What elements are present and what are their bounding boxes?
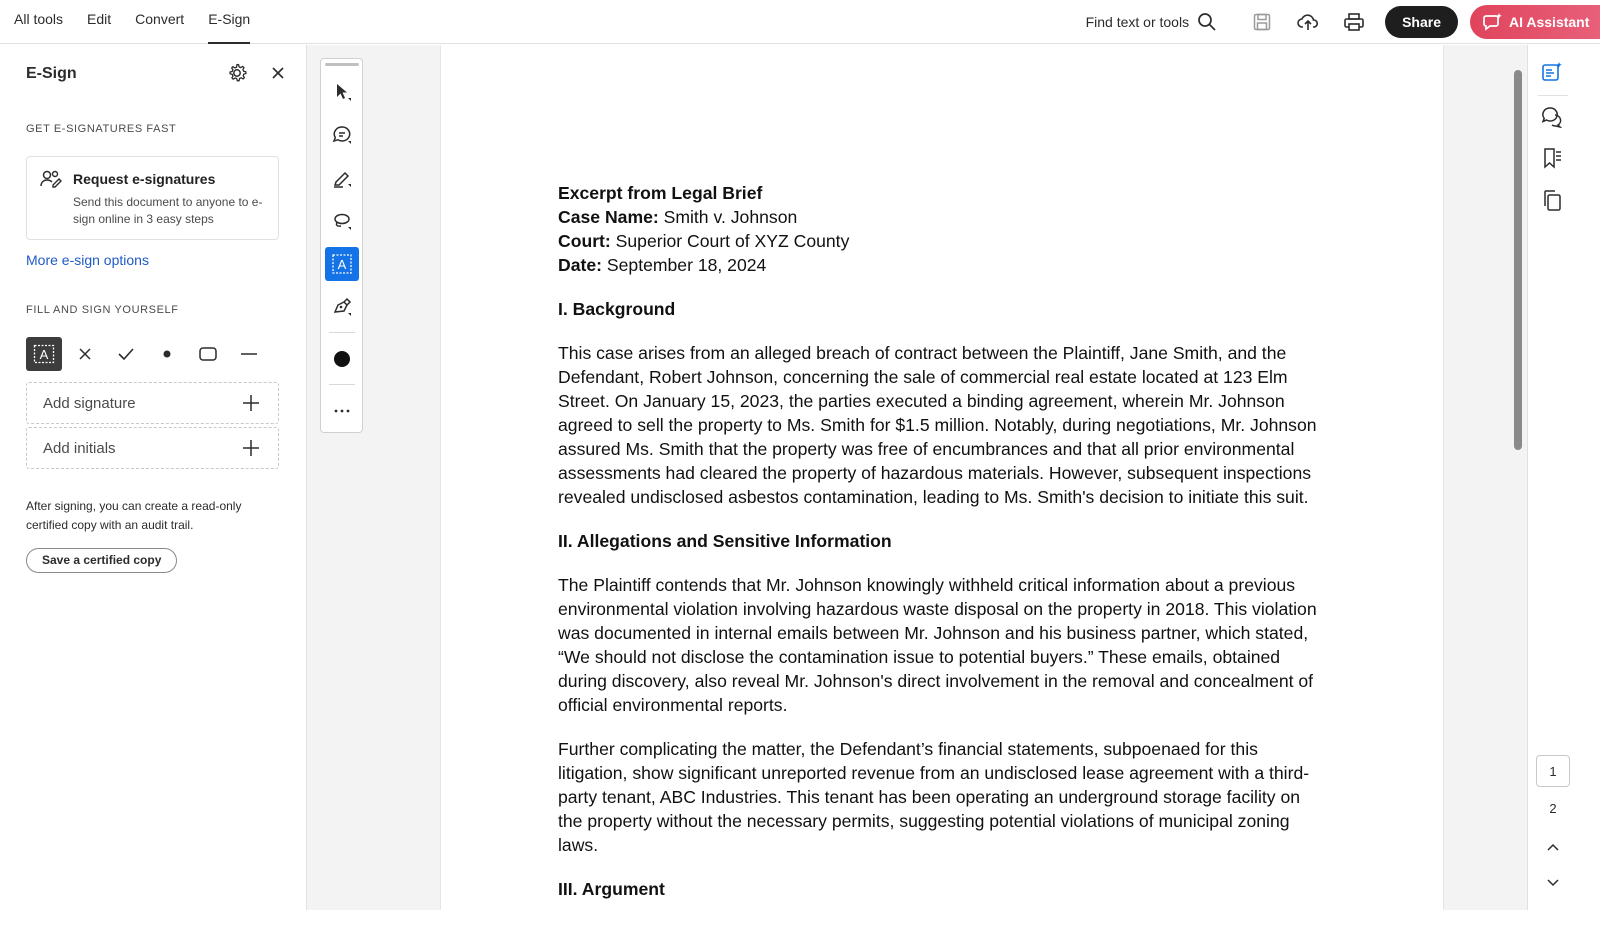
- bottom-strip: [0, 910, 1600, 928]
- lasso-draw-icon: [332, 211, 352, 231]
- toolbar-separator: [329, 332, 355, 333]
- chevron-down-icon: [1546, 878, 1560, 888]
- add-initials-label: Add initials: [43, 440, 116, 457]
- more-tools-button[interactable]: [325, 394, 359, 428]
- request-esignatures-title: Request e-signatures: [73, 171, 216, 187]
- request-esignatures-card[interactable]: [26, 156, 279, 240]
- ai-assistant-icon: [1483, 12, 1503, 32]
- ai-assistant-button[interactable]: [1470, 5, 1600, 39]
- select-tool[interactable]: [325, 75, 359, 109]
- dot-tool[interactable]: [149, 337, 185, 371]
- top-right-tools: [1086, 0, 1600, 44]
- gear-icon[interactable]: [226, 62, 248, 84]
- rounded-rectangle-icon: [198, 346, 218, 362]
- court-value: Superior Court of XYZ County: [610, 231, 850, 251]
- comment-icon: [332, 125, 352, 145]
- cross-icon: [77, 346, 93, 362]
- rail-separator: [1538, 95, 1568, 96]
- section-get-esignatures: GET E-SIGNATURES FAST: [26, 123, 177, 135]
- bookmark-icon: [1541, 147, 1563, 169]
- section-allegations-title: II. Allegations and Sensitive Information: [558, 531, 892, 551]
- quick-tools-toolbar: [320, 58, 363, 433]
- chevron-up-icon: [1546, 842, 1560, 852]
- panel-title: E-Sign: [26, 65, 77, 82]
- main-menu: [0, 0, 262, 44]
- document-page[interactable]: [440, 45, 1444, 910]
- page-thumbnails-button[interactable]: [1540, 188, 1564, 212]
- printer-icon: [1343, 12, 1365, 32]
- cursor-arrow-icon: [332, 82, 352, 102]
- print-button[interactable]: [1331, 4, 1377, 40]
- ai-overview-button[interactable]: [1540, 60, 1564, 84]
- doc-case-line: [558, 205, 1328, 229]
- more-esign-options-link[interactable]: More e-sign options: [26, 252, 149, 268]
- comments-icon: [1541, 106, 1563, 128]
- svg-text:A: A: [337, 257, 347, 272]
- text-field-icon: [331, 253, 353, 275]
- dot-icon: [162, 349, 172, 359]
- rectangle-tool[interactable]: [190, 337, 226, 371]
- color-swatch-icon: [332, 349, 352, 369]
- section-argument-title: III. Argument: [558, 879, 665, 899]
- section-background-paragraph: This case arises from an alleged breach of contract between the Plaintiff, Jane Smith, and the Defendant, Robert Johnson, concerning the sale of commercial real estate located at 123 Elm Street. On January 15, 2023, the parties executed a binding agreement, wherein Mr. Johnson agreed to sell the property to Ms. Smith for $1.5 million. Notably, during negotiations, Mr. Johnson assured Ms. Smith that the property was free of encumbrances and that all prior environmental assessments had cleared the property of hazardous materials. However, subsequent inspections revealed undisclosed asbestos contamination, leading to Ms. Smith's decision to initiate this suit.: [558, 343, 1317, 507]
- line-icon: [239, 346, 259, 362]
- save-certified-copy-button[interactable]: Save a certified copy: [26, 548, 177, 573]
- next-page-button[interactable]: [1541, 871, 1565, 895]
- plus-icon: [242, 439, 260, 457]
- request-signature-icon: [39, 169, 63, 191]
- case-label: Case Name:: [558, 207, 659, 227]
- doc-court-line: [558, 229, 1328, 253]
- request-esignatures-desc: Send this document to anyone to e-sign online in 3 easy steps: [73, 195, 263, 226]
- pages-icon: [1541, 189, 1563, 211]
- add-signature-label: Add signature: [43, 395, 136, 412]
- svg-text:A: A: [39, 347, 49, 362]
- line-tool[interactable]: [231, 337, 267, 371]
- save-button[interactable]: [1239, 4, 1285, 40]
- find-text-or-tools[interactable]: [1086, 12, 1218, 32]
- add-signature-button[interactable]: [26, 382, 279, 424]
- previous-page-button[interactable]: [1541, 835, 1565, 859]
- menu-e-sign[interactable]: E-Sign: [196, 0, 262, 44]
- document-content: [558, 181, 1328, 910]
- text-field-tool-active[interactable]: [325, 247, 359, 281]
- sign-tool[interactable]: [325, 290, 359, 324]
- color-picker-tool[interactable]: [325, 342, 359, 376]
- court-label: Court:: [558, 231, 611, 251]
- cloud-upload-icon: [1297, 12, 1319, 32]
- upload-button[interactable]: [1285, 4, 1331, 40]
- date-value: September 18, 2024: [602, 255, 767, 275]
- section-background-title: I. Background: [558, 299, 676, 319]
- comments-panel-button[interactable]: [1540, 105, 1564, 129]
- pen-highlight-icon: [332, 168, 352, 188]
- menu-convert[interactable]: Convert: [135, 11, 185, 27]
- find-label: Find text or tools: [1085, 14, 1190, 30]
- case-value: Smith v. Johnson: [658, 207, 798, 227]
- comment-tool[interactable]: [325, 118, 359, 152]
- section-allegations-paragraph-2: Further complicating the matter, the Defendant’s financial statements, subpoenaed for this litigation, show significant unreported revenue from an undisclosed lease agreement with a third-party tenant, ABC Industries. This tenant has been operating an underground storage facility on the property without the necessary permits, suggesting potential violations of municipal zoning laws.: [558, 739, 1310, 855]
- close-icon[interactable]: [269, 64, 287, 82]
- doc-date-line: [558, 253, 1328, 277]
- plus-icon: [242, 394, 260, 412]
- save-icon: [1252, 12, 1272, 32]
- doc-heading: Excerpt from Legal Brief: [558, 183, 763, 203]
- section-allegations-paragraph-1: The Plaintiff contends that Mr. Johnson knowingly withheld critical information about a previous environmental violation involving hazardous waste disposal on the property in 2018. This violation was documented in internal emails between Mr. Johnson and his business partner, which stated, “We should not disclose the contamination issue to potential buyers.” These emails, obtained during discovery, also reveal Mr. Johnson's direct involvement in the removal and concealment of official environmental reports.: [558, 575, 1317, 715]
- menu-all-tools[interactable]: All tools: [14, 11, 64, 27]
- search-icon: [1197, 12, 1217, 32]
- add-initials-button[interactable]: [26, 427, 279, 469]
- text-field-icon: [33, 344, 55, 364]
- date-label: Date:: [558, 255, 602, 275]
- fill-sign-tools: [26, 337, 272, 371]
- share-button[interactable]: Share: [1385, 6, 1458, 38]
- section-fill-and-sign: FILL AND SIGN YOURSELF: [26, 304, 179, 316]
- text-field-tool[interactable]: [26, 337, 62, 371]
- fountain-pen-icon: [332, 297, 352, 317]
- certified-copy-note: After signing, you can create a read-only certified copy with an audit trail.: [26, 499, 242, 532]
- highlight-tool[interactable]: [325, 161, 359, 195]
- top-bar: [0, 0, 1600, 44]
- page-number-1[interactable]: 1: [1536, 755, 1570, 787]
- scrollbar-thumb[interactable]: [1514, 70, 1522, 450]
- vertical-scrollbar[interactable]: [1512, 60, 1524, 460]
- draw-tool[interactable]: [325, 204, 359, 238]
- checkmark-icon: [117, 346, 135, 362]
- menu-edit[interactable]: Edit: [87, 11, 112, 27]
- more-horizontal-icon: [332, 407, 352, 415]
- e-sign-panel: [0, 45, 307, 928]
- checkmark-tool[interactable]: [108, 337, 144, 371]
- cross-mark-tool[interactable]: [67, 337, 103, 371]
- page-number-2[interactable]: 2: [1549, 800, 1557, 816]
- toolbar-drag-handle[interactable]: [325, 63, 359, 66]
- right-rail: [1527, 45, 1600, 928]
- toolbar-separator: [329, 384, 355, 385]
- document-workspace: [307, 45, 1527, 910]
- ai-assistant-label: AI Assistant: [1509, 14, 1590, 30]
- generative-summary-icon: [1541, 61, 1563, 83]
- bookmarks-panel-button[interactable]: [1540, 146, 1564, 170]
